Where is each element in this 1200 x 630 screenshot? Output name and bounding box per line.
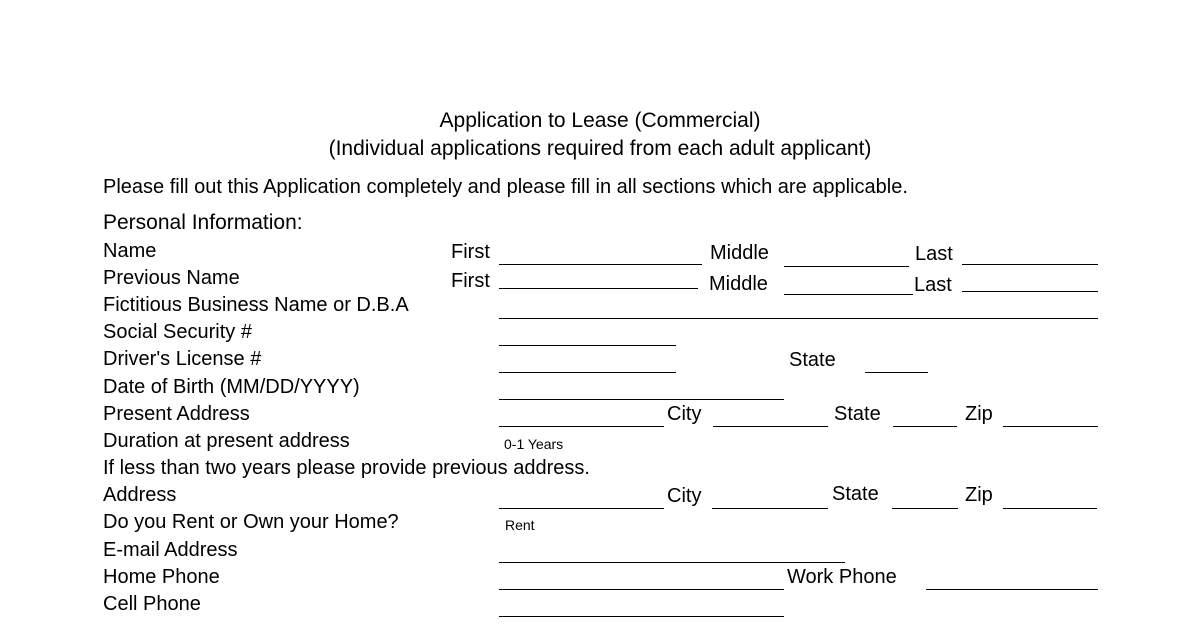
previous-name-last-label: Last [914, 274, 952, 296]
present-address-label: Present Address [103, 403, 250, 425]
cell-phone-label: Cell Phone [103, 593, 201, 615]
drivers-license-state-field[interactable] [865, 372, 928, 373]
previous-name-middle-label: Middle [709, 273, 768, 295]
rent-own-label: Do you Rent or Own your Home? [103, 511, 399, 533]
work-phone-field[interactable] [926, 589, 1098, 590]
duration-value[interactable]: 0-1 Years [504, 436, 564, 452]
previous-name-label: Previous Name [103, 267, 240, 289]
name-last-label: Last [915, 243, 953, 265]
dob-label: Date of Birth (MM/DD/YYYY) [103, 376, 360, 398]
form-title: Application to Lease (Commercial) [439, 109, 761, 132]
ssn-field[interactable] [499, 345, 676, 346]
work-phone-label: Work Phone [787, 566, 897, 588]
present-zip-field[interactable] [1003, 426, 1098, 427]
instructions-text: Please fill out this Application completely and please fill in all sections which are applicable. [103, 176, 908, 198]
previous-name-first-label: First [451, 270, 490, 292]
cell-phone-field[interactable] [499, 616, 784, 617]
home-phone-field[interactable] [499, 589, 784, 590]
present-state-label: State [834, 403, 881, 425]
drivers-license-label: Driver's License # [103, 348, 262, 370]
address-city-label: City [667, 485, 702, 507]
home-phone-label: Home Phone [103, 566, 220, 588]
name-middle-label: Middle [710, 242, 769, 264]
name-last-field[interactable] [962, 264, 1098, 265]
dba-field[interactable] [499, 318, 1098, 319]
dob-field[interactable] [499, 399, 784, 400]
dba-label: Fictitious Business Name or D.B.A [103, 294, 409, 316]
rent-own-value[interactable]: Rent [505, 517, 535, 533]
email-field[interactable] [499, 562, 845, 563]
previous-address-note: If less than two years please provide previous address. [103, 457, 590, 479]
address-zip-field[interactable] [1003, 508, 1097, 509]
previous-name-middle-field[interactable] [784, 294, 913, 295]
address-state-label: State [832, 483, 879, 505]
previous-name-first-field[interactable] [499, 288, 698, 289]
present-address-field[interactable] [499, 426, 664, 427]
address-city-field[interactable] [712, 508, 828, 509]
section-title-personal: Personal Information: [103, 211, 303, 234]
address-field[interactable] [499, 508, 664, 509]
drivers-license-field[interactable] [499, 372, 676, 373]
duration-label: Duration at present address [103, 430, 350, 452]
drivers-license-state-label: State [789, 349, 836, 371]
present-state-field[interactable] [893, 426, 957, 427]
present-city-label: City [667, 403, 702, 425]
previous-name-last-field[interactable] [962, 291, 1098, 292]
address-state-field[interactable] [892, 508, 958, 509]
email-label: E-mail Address [103, 539, 238, 561]
address-zip-label: Zip [965, 484, 993, 506]
address-label: Address [103, 484, 177, 506]
name-label: Name [103, 240, 157, 262]
name-first-label: First [451, 241, 490, 263]
present-zip-label: Zip [965, 403, 993, 425]
ssn-label: Social Security # [103, 321, 252, 343]
present-city-field[interactable] [713, 426, 828, 427]
name-middle-field[interactable] [784, 266, 909, 267]
form-subtitle: (Individual applications required from each adult applicant) [328, 137, 872, 160]
name-first-field[interactable] [499, 264, 702, 265]
